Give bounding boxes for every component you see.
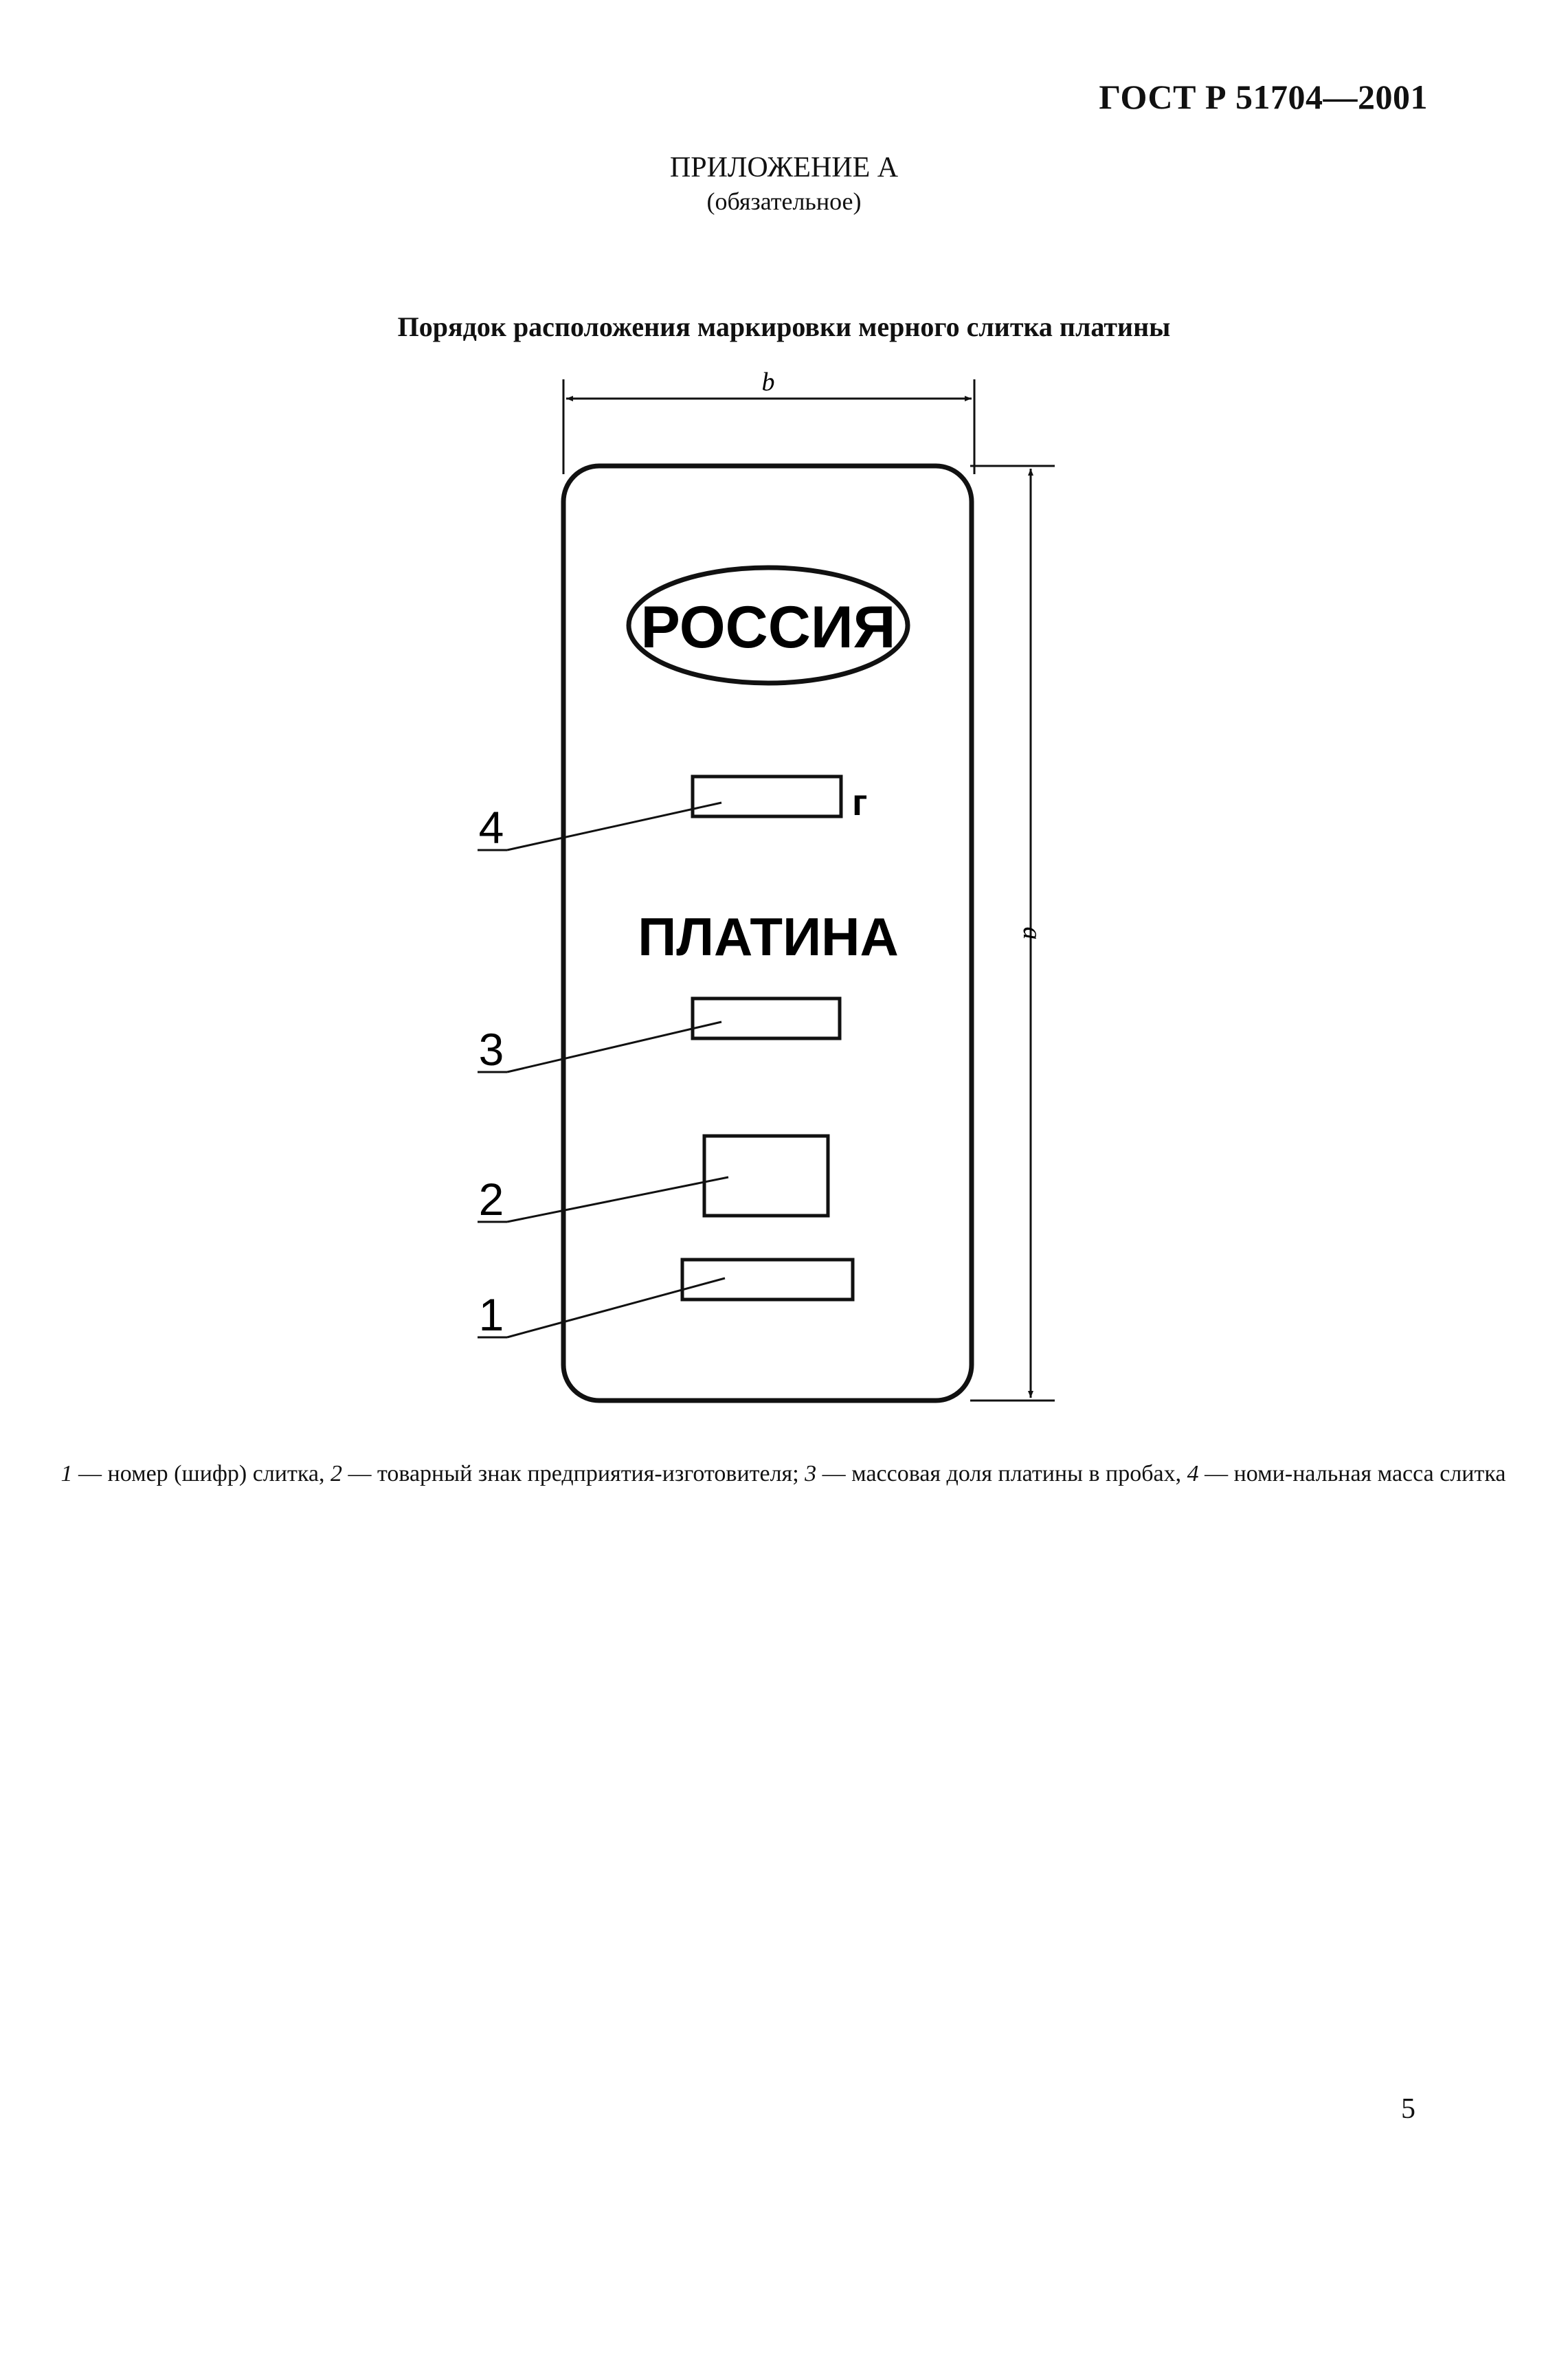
callout-2 [478,1174,728,1225]
callout-4 [478,802,721,853]
fineness-field [693,999,840,1038]
appendix-title: ПРИЛОЖЕНИЕ А [669,152,899,183]
callout-2-number: 2 [478,1174,504,1225]
callout-3 [478,1022,721,1075]
document-code: ГОСТ Р 51704—2001 [1099,78,1428,116]
legend-text-3: — массовая доля платины в пробах, [816,1461,1187,1486]
legend-text-1: — номер (шифр) слитка, [72,1461,331,1486]
dimension-height-label: a [1018,926,1046,940]
gram-unit-label: г [852,782,868,823]
appendix-type: (обязательное) [706,188,862,215]
legend-number-1: 1 [60,1461,73,1486]
figure-legend [55,1457,1512,1491]
callout-1 [478,1278,725,1340]
russia-text: РОССИЯ [640,594,896,660]
dimension-height [970,466,1055,1401]
dimension-width-label: b [761,368,775,397]
callout-4-number: 4 [478,802,504,853]
page-number: 5 [1401,2093,1415,2125]
legend-number-3: 3 [805,1461,817,1486]
legend-text-2: — товарный знак предприятия-изготовителя; [341,1461,805,1486]
legend-number-4: 4 [1187,1461,1199,1486]
mass-field [693,777,841,816]
dimension-width [563,368,974,474]
callout-1-number: 1 [478,1289,504,1340]
ingot-number-field [682,1260,853,1300]
callout-3-number: 3 [478,1024,504,1075]
trademark-field [704,1136,828,1216]
figure-title: Порядок расположения маркировки мерного слитка платины [397,311,1171,342]
legend-text-4: — номи-нальная масса слитка [1198,1461,1506,1486]
platinum-text: ПЛАТИНА [638,906,899,967]
legend-number-2: 2 [330,1461,342,1486]
